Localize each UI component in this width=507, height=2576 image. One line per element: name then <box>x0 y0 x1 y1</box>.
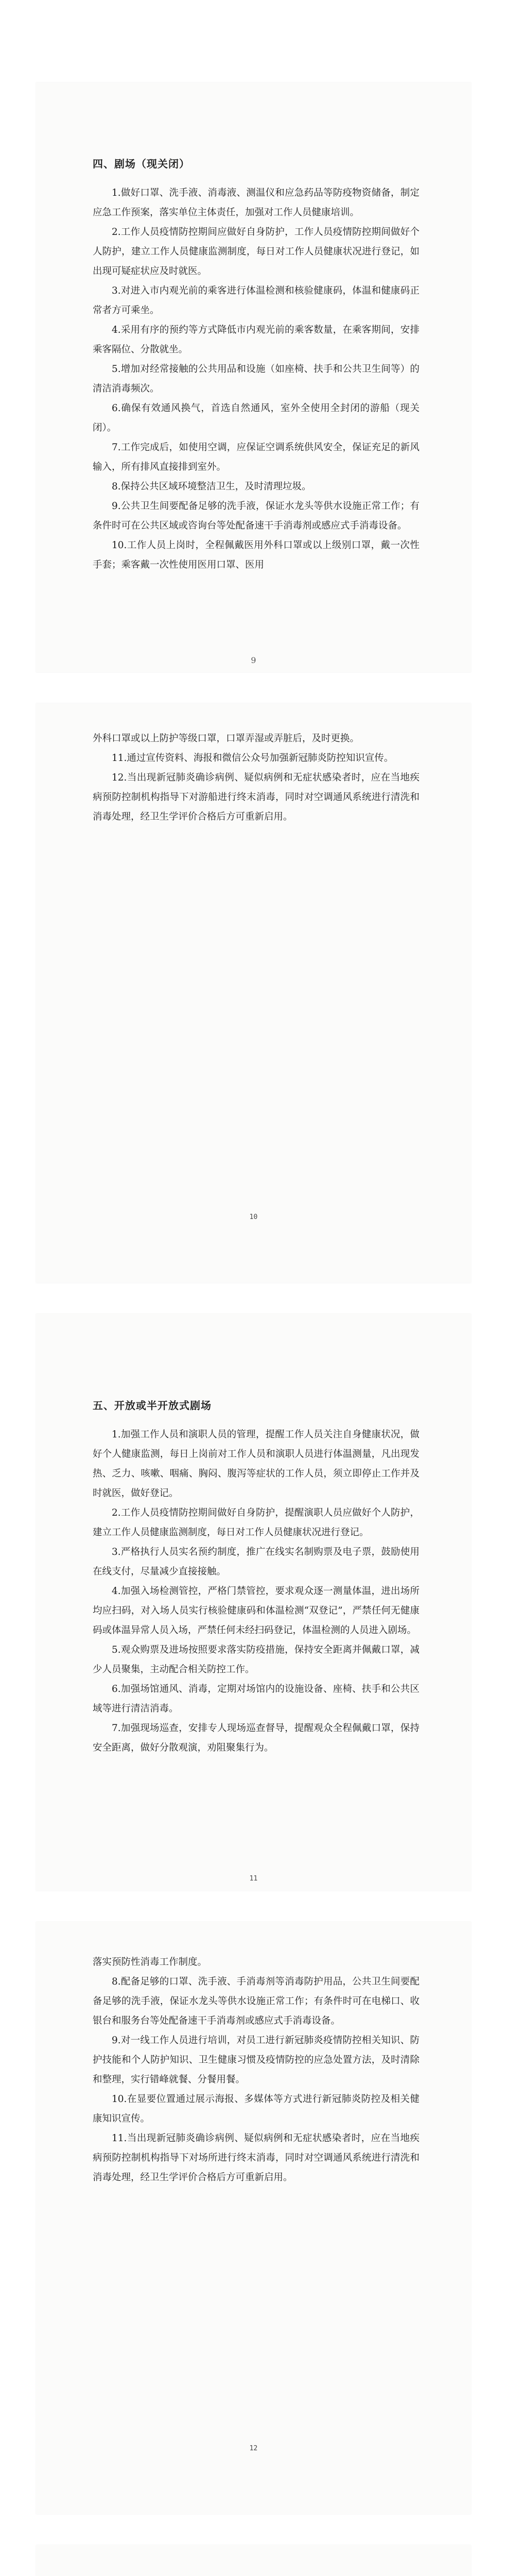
document-page-2 <box>36 703 471 1283</box>
paragraph: 10.工作人员上岗时，全程佩戴医用外科口罩或以上级别口罩，戴一次性手套；乘客戴一次性使用医用口罩、医用 <box>93 540 419 570</box>
paragraph: 5.观众购票及进场按照要求落实防疫措施，保持安全距离并佩戴口罩，减少人员聚集，主动配合相关防控工作。 <box>93 1645 419 1675</box>
paragraph: 4.采用有序的预约等方式降低市内观光前的乘客数量，在乘客期间，安排乘客隔位、分散就坐。 <box>93 325 419 355</box>
document-page-3 <box>36 1314 471 1891</box>
paragraph: 12.当出现新冠肺炎确诊病例、疑似病例和无症状感染者时，应在当地疾病预防控制机构指导下对游船进行终末消毒，同时对空调通风系统进行清洗和消毒处理，经卫生学评价合格后方可重新启用。 <box>93 772 419 822</box>
paragraph: 6.确保有效通风换气，首选自然通风，室外全使用全封闭的游船（现关闭）。 <box>93 403 419 433</box>
paragraph: 落实预防性消毒工作制度。 <box>93 1957 207 1968</box>
paragraph: 7.加强现场巡查，安排专人现场巡查督导，提醒观众全程佩戴口罩，保持安全距离，做好分散观演，劝阻聚集行为。 <box>93 1723 419 1753</box>
paragraph: 2.工作人员疫情防控期间应做好自身防护，工作人员疫情防控期间做好个人防护，建立工作人员健康监测制度，每日对工作人员健康状况进行登记，如出现可疑症状应及时就医。 <box>93 227 419 277</box>
paragraph: 11.通过宣传资料、海报和微信公众号加强新冠肺炎防控知识宣传。 <box>112 753 394 764</box>
paragraph: 5.增加对经常接触的公共用品和设施（如座椅、扶手和公共卫生间等）的清洁消毒频次。 <box>93 364 419 394</box>
paragraph: 3.对进入市内观光前的乘客进行体温检测和核验健康码，体温和健康码正常者方可乘坐。 <box>93 285 419 316</box>
document-page-1 <box>36 82 471 672</box>
paragraph: 7.工作完成后，如使用空调，应保证空调系统供风安全，保证充足的新风输入，所有排风直接排到室外。 <box>93 442 419 472</box>
paragraph: 4.加强入场检测管控，严格门禁管控，要求观众逐一测量体温，进出场所均应扫码，对入场人员实行核验健康码和体温检测“双登记”，严禁任何无健康码或体温异常人员入场，严禁任何未经扫码登记，体温检测的人员进入剧场。 <box>93 1586 419 1636</box>
section-heading-open-theater: 五、开放或半开放式剧场 <box>93 1399 212 1412</box>
paragraph: 1.加强工作人员和演职人员的管理，提醒工作人员关注自身健康状况，做好个人健康监测，每日上岗前对工作人员和演职人员进行体温测量，凡出现发热、乏力、咳嗽、咽痛、胸闷、腹泻等症状的工作人员，须立即停止工作并及时就医，做好登记。 <box>93 1429 419 1499</box>
paragraph: 6.加强场馆通风、消毒，定期对场馆内的设施设备、座椅、扶手和公共区域等进行清洁消毒。 <box>93 1684 419 1714</box>
paragraph: 3.严格执行人员实名预约制度，推广在线实名制购票及电子票，鼓励使用在线支付，尽量减少直接接触。 <box>93 1547 419 1577</box>
document-page-5 <box>36 2545 471 2576</box>
paragraph: 1.做好口罩、洗手液、消毒液、测温仪和应急药品等防疫物资储备，制定应急工作预案，落实单位主体责任，加强对工作人员健康培训。 <box>93 188 419 218</box>
section-heading-theater: 四、剧场（现关闭） <box>93 158 190 170</box>
paragraph: 9.对一线工作人员进行培训，对员工进行新冠肺炎疫情防控相关知识、防护技能和个人防护知识、卫生健康习惯及疫情防控的应急处置方法，及时清除和整理，实行错峰就餐、分餐用餐。 <box>93 2035 419 2085</box>
paragraph: 10.在显要位置通过展示海报、多媒体等方式进行新冠肺炎防控及相关健康知识宣传。 <box>93 2094 419 2124</box>
page-number: 9 <box>251 655 256 665</box>
paragraph: 外科口罩或以上防护等级口罩，口罩弄湿或弄脏后，及时更换。 <box>93 733 360 744</box>
page-number: 12 <box>249 2445 258 2452</box>
paragraph: 8.配备足够的口罩、洗手液、手消毒剂等消毒防护用品，公共卫生间要配备足够的洗手液，保证水龙头等供水设施正常工作；有条件时可在电梯口、收银台和服务台等处配备速干手消毒剂或感应式手消毒设备。 <box>93 1976 419 2026</box>
paragraph: 11.当出现新冠肺炎确诊病例、疑似病例和无症状感染者时，应在当地疾病预防控制机构指导下对场所进行终末消毒，同时对空调通风系统进行清洗和消毒处理，经卫生学评价合格后方可重新启用。 <box>93 2133 419 2183</box>
page-number: 11 <box>249 1875 258 1883</box>
page-number: 10 <box>249 1213 258 1221</box>
paragraph: 2.工作人员疫情防控期间做好自身防护，提醒演职人员应做好个人防护，建立工作人员健康监测制度，每日对工作人员健康状况进行登记。 <box>93 1507 419 1538</box>
paragraph: 8.保持公共区域环境整洁卫生，及时清理垃圾。 <box>112 481 311 492</box>
paragraph: 9.公共卫生间要配备足够的洗手液，保证水龙头等供水设施正常工作；有条件时可在公共区域或咨询台等处配备速干手消毒剂或感应式手消毒设备。 <box>93 501 419 531</box>
document-page-4 <box>36 1922 471 2514</box>
